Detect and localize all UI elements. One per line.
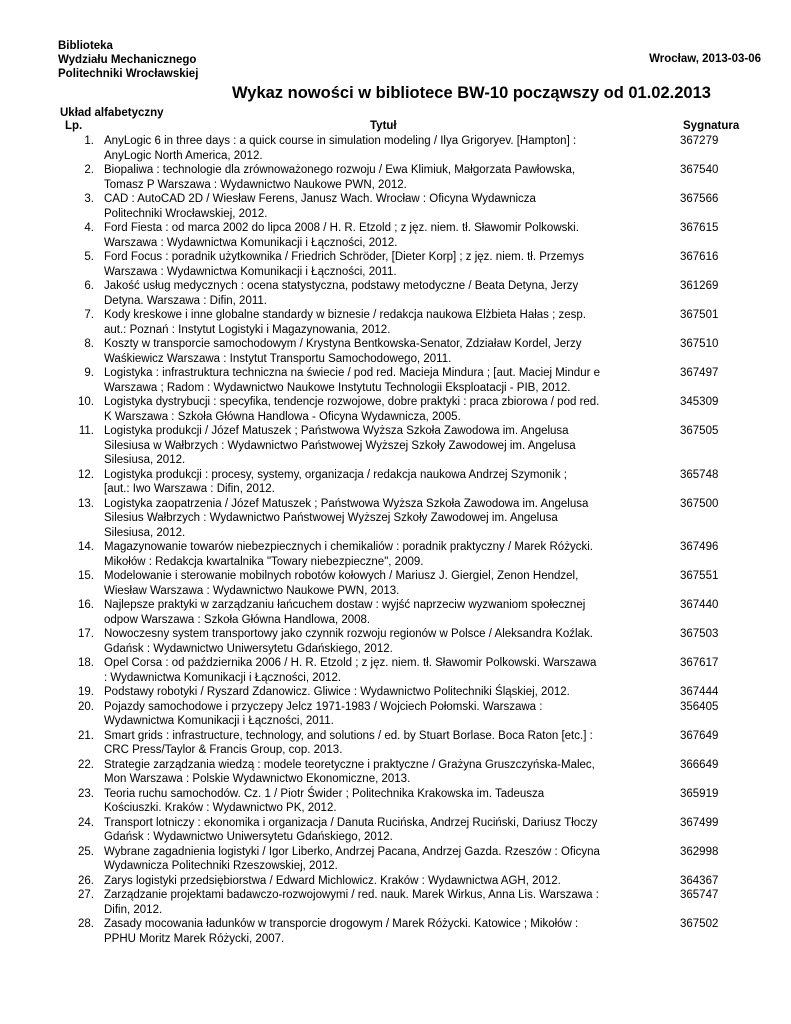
item-signature: 367615: [680, 222, 719, 234]
item-title-line: Gdańsk : Wydawnictwo Uniwersytetu Gdańskiego, 2012.: [104, 642, 393, 655]
item-title-line: Detyna. Warszawa : Difin, 2011.: [104, 294, 267, 307]
item-signature: 367616: [680, 251, 719, 263]
item-number: 5.: [84, 251, 94, 263]
item-title-line: Logistyka produkcji / Józef Matuszek ; Państwowa Wyższa Szkoła Zawodowa im. Angelusa: [104, 425, 569, 437]
item-title-line: Teoria ruchu samochodów. Cz. 1 / Piotr Świder ; Politechnika Krakowska im. Tadeusza: [104, 787, 545, 800]
item-signature: 367505: [680, 425, 719, 437]
item-signature: 367496: [680, 541, 719, 553]
column-header-lp: Lp.: [65, 120, 83, 132]
list-item: [56, 700, 766, 729]
new-items-list: [56, 134, 766, 946]
item-title: [104, 598, 656, 627]
library-line-1: Biblioteka: [58, 40, 113, 52]
list-item: [56, 816, 766, 845]
list-item: [56, 787, 766, 816]
item-number: 7.: [84, 309, 94, 321]
item-title: [104, 337, 656, 366]
item-title-line: Logistyka : infrastruktura techniczna na świecie / pod red. Macieja Mindura ; [aut. Maciej Mindur e: [104, 367, 601, 379]
item-title: [104, 656, 656, 685]
item-signature: 345309: [680, 396, 719, 408]
item-signature: 362998: [680, 845, 719, 858]
list-item: [56, 279, 766, 308]
item-title-line: Wydawnicza Politechniki Rzeszowskiej, 2012.: [104, 860, 338, 872]
item-signature: 356405: [680, 700, 719, 713]
item-title: [104, 627, 656, 656]
item-title-line: CRC Press/Taylor & Francis Group, cop. 2013.: [104, 744, 343, 756]
item-title: [104, 279, 656, 308]
item-title-line: Silesiusa w Wałbrzych : Wydawnictwo Państwowej Wyższej Szkoły Zawodowej im. Angelusa: [104, 439, 576, 452]
item-title: [104, 366, 656, 395]
item-title: [104, 569, 656, 598]
item-signature: 367502: [680, 918, 719, 930]
item-title-line: Pojazdy samochodowe i przyczepy Jelcz 1971-1983 / Wojciech Połomski. Warszawa :: [104, 700, 543, 713]
item-title-line: Logistyka dystrybucji : specyfika, tendencje rozwojowe, dobre praktyki : praca zbiorowa / pod red.: [104, 396, 600, 408]
list-item: [56, 874, 766, 889]
item-title-line: Najlepsze praktyki w zarządzaniu łańcuchem dostaw : wyjść naprzeciw wyzwaniom społecznej: [104, 599, 586, 611]
item-signature: 367551: [680, 570, 719, 582]
arrangement-label: Układ alfabetyczny: [60, 107, 164, 119]
list-item: [56, 497, 766, 541]
item-title: [104, 308, 656, 337]
library-line-3: Politechniki Wrocławskiej: [58, 68, 199, 80]
item-title-line: Silesius Wałbrzych : Wydawnictwo Państwowej Wyższej Szkoły Zawodowej im. Angelusa: [104, 512, 558, 524]
item-number: 27.: [78, 889, 94, 901]
item-title-line: Smart grids : infrastructure, technology, and solutions / ed. by Stuart Borlase. Boca Raton [etc.] :: [104, 729, 593, 742]
item-title: [104, 395, 656, 424]
item-title: [104, 163, 656, 192]
list-item: [56, 598, 766, 627]
item-signature: 367540: [680, 164, 719, 176]
item-signature: 367500: [680, 497, 719, 510]
page-title: Wykaz nowości w bibliotece BW-10 począwszy od 01.02.2013: [232, 84, 711, 102]
item-title-line: Zarys logistyki przedsiębiorstwa / Edward Michlowicz. Kraków : Wydawnictwa AGH, 2012.: [104, 874, 561, 887]
item-signature: 367566: [680, 193, 719, 205]
item-title: [104, 540, 656, 569]
item-title: [104, 685, 656, 700]
item-signature: 367440: [680, 599, 719, 611]
item-number: 4.: [84, 222, 94, 234]
library-line-2: Wydziału Mechanicznego: [58, 54, 197, 66]
item-title: [104, 845, 656, 874]
item-title-line: Kody kreskowe i inne globalne standardy w biznesie / redakcja naukowa Elżbieta Hałas ; zesp.: [104, 309, 586, 321]
item-signature: 367501: [680, 309, 719, 321]
item-title-line: Difin, 2012.: [104, 903, 163, 916]
item-signature: 367510: [680, 338, 719, 350]
item-title: [104, 221, 656, 250]
item-title-line: Ford Focus : poradnik użytkownika / Friedrich Schröder, [Dieter Korp] ; z jęz. niem. tł. Przemys: [104, 251, 584, 263]
list-item: [56, 424, 766, 468]
column-header-signature: Sygnatura: [683, 120, 740, 132]
item-title-line: Kościuszki. Kraków : Wydawnictwo PK, 2012.: [104, 802, 337, 814]
item-title: [104, 874, 656, 889]
item-title: [104, 497, 656, 541]
item-signature: 366649: [680, 758, 719, 771]
list-item: [56, 569, 766, 598]
item-number: 16.: [78, 599, 94, 611]
item-number: 11.: [78, 425, 94, 437]
item-signature: 367444: [680, 686, 719, 698]
item-title: [104, 192, 656, 221]
list-item: [56, 192, 766, 221]
item-number: 20.: [78, 700, 94, 713]
list-item: [56, 221, 766, 250]
item-number: 22.: [78, 758, 94, 771]
item-title-line: Jakość usług medycznych : ocena statystyczna, podstawy metodyczne / Beata Detyna, Jerzy: [104, 280, 579, 292]
item-title-line: Tomasz P Warszawa : Wydawnictwo Naukowe PWN, 2012.: [104, 178, 407, 191]
item-signature: 367503: [680, 628, 719, 640]
list-item: [56, 845, 766, 874]
item-title-line: Podstawy robotyki / Ryszard Zdanowicz. Gliwice : Wydawnictwo Politechniki Śląskiej, 2012.: [104, 686, 570, 698]
list-item: [56, 758, 766, 787]
item-number: 26.: [78, 874, 94, 887]
item-title: [104, 787, 656, 816]
item-number: 3.: [84, 193, 94, 205]
item-signature: 367497: [680, 367, 719, 379]
item-title-line: Warszawa : Wydawnictwa Komunikacji i Łączności, 2012.: [104, 236, 398, 249]
item-title-line: Silesiusa, 2012.: [104, 526, 186, 539]
item-title-line: Mikołów : Redakcja kwartalnika "Towary niebezpieczne", 2009.: [104, 555, 424, 568]
item-title-line: Wiesław Warszawa : Wydawnictwo Naukowe PWN, 2013.: [104, 584, 400, 597]
item-title: [104, 468, 656, 497]
item-number: 17.: [78, 628, 94, 640]
item-title-line: Logistyka zaopatrzenia / Józef Matuszek ; Państwowa Wyższa Szkoła Zawodowa im. Angelusa: [104, 497, 589, 510]
item-title-line: Wybrane zagadnienia logistyki / Igor Liberko, Andrzej Pacana, Andrzej Gazda. Rzeszów : Oficyna: [104, 845, 600, 858]
item-title: [104, 758, 656, 787]
item-title-line: PPHU Moritz Marek Różycki, 2007.: [104, 932, 285, 945]
item-signature: 365748: [680, 468, 719, 481]
item-number: 28.: [78, 918, 94, 930]
item-title-line: Mon Warszawa : Polskie Wydawnictwo Ekonomiczne, 2013.: [104, 773, 411, 785]
item-title: [104, 888, 656, 917]
item-title: [104, 917, 656, 946]
library-header: [58, 39, 198, 81]
list-item: [56, 729, 766, 758]
item-number: 12.: [78, 468, 94, 481]
item-title: [104, 250, 656, 279]
list-item: [56, 656, 766, 685]
item-title: [104, 700, 656, 729]
item-title-line: odpow Warszawa : Szkoła Główna Handlowa, 2008.: [104, 613, 371, 626]
item-title-line: K Warszawa : Szkoła Główna Handlowa - Oficyna Wydawnicza, 2005.: [104, 410, 461, 423]
item-title-line: Politechniki Wrocławskiej, 2012.: [104, 207, 268, 220]
list-item: [56, 250, 766, 279]
list-item: [56, 685, 766, 700]
item-signature: 367499: [680, 816, 719, 829]
item-signature: 367617: [680, 657, 719, 669]
list-item: [56, 627, 766, 656]
list-item: [56, 337, 766, 366]
item-title-line: Waśkiewicz Warszawa : Instytut Transportu Samochodowego, 2011.: [104, 352, 452, 365]
item-title-line: Magazynowanie towarów niebezpiecznych i chemikaliów : poradnik praktyczny / Marek Różycki.: [104, 541, 593, 553]
item-title: [104, 424, 656, 468]
list-item: [56, 395, 766, 424]
item-number: 2.: [84, 164, 94, 176]
item-signature: 365747: [680, 889, 719, 901]
item-number: 24.: [78, 816, 94, 829]
item-title-line: Zasady mocowania ładunków w transporcie drogowym / Marek Różycki. Katowice ; Mikołów :: [104, 918, 579, 930]
item-title-line: [aut.: Iwo Warszawa : Difin, 2012.: [104, 483, 275, 495]
item-title-line: : Wydawnictwa Komunikacji i Łączności, 2012.: [104, 671, 342, 684]
item-title-line: Transport lotniczy : ekonomika i organizacja / Danuta Rucińska, Andrzej Ruciński, Dariusz Tłoczy: [104, 816, 598, 829]
item-number: 25.: [78, 845, 94, 858]
item-number: 8.: [84, 338, 94, 350]
item-number: 14.: [78, 541, 94, 553]
item-title-line: Silesiusa, 2012.: [104, 454, 186, 466]
item-signature: 365919: [680, 787, 719, 800]
item-title: [104, 729, 656, 758]
item-title-line: Strategie zarządzania wiedzą : modele teoretyczne i praktyczne / Grażyna Gruszczyńska-Malec,: [104, 758, 595, 771]
item-title-line: Warszawa : Wydawnictwa Komunikacji i Łączności, 2011.: [104, 265, 397, 278]
item-title-line: Biopaliwa : technologie dla zrównoważonego rozwoju / Ewa Klimiuk, Małgorzata Pawłowska,: [104, 164, 576, 176]
item-number: 19.: [78, 686, 94, 698]
item-title-line: AnyLogic North America, 2012.: [104, 149, 263, 162]
item-title-line: aut.: Poznań : Instytut Logistyki i Magazynowania, 2012.: [104, 323, 391, 336]
item-number: 1.: [84, 135, 94, 147]
list-item: [56, 308, 766, 337]
list-item: [56, 917, 766, 946]
item-title-line: Opel Corsa : od października 2006 / H. R. Etzold ; z jęz. niem. tł. Sławomir Polkowski. Warszawa: [104, 657, 597, 669]
item-title-line: Modelowanie i sterowanie mobilnych robotów kołowych / Mariusz J. Giergiel, Zenon Hendzel,: [104, 570, 579, 582]
item-signature: 367649: [680, 729, 719, 742]
item-title-line: Zarządzanie projektami badawczo-rozwojowymi / red. nauk. Marek Wirkus, Anna Lis. Warszawa :: [104, 889, 599, 901]
item-title: [104, 134, 656, 163]
item-signature: 361269: [680, 280, 719, 292]
list-item: [56, 134, 766, 163]
item-title-line: Wydawnictwa Komunikacji i Łączności, 2011.: [104, 715, 334, 727]
item-title-line: Nowoczesny system transportowy jako czynnik rozwoju regionów w Polsce / Aleksandra Koźlak.: [104, 628, 593, 640]
column-header-title: Tytuł: [370, 120, 397, 132]
list-item: [56, 366, 766, 395]
item-title-line: AnyLogic 6 in three days : a quick course in simulation modeling / Ilya Grigoryev. [Hampton] :: [104, 135, 577, 147]
item-number: 13.: [78, 497, 94, 510]
item-number: 10.: [78, 396, 94, 408]
item-title: [104, 816, 656, 845]
item-number: 9.: [84, 367, 94, 379]
list-item: [56, 468, 766, 497]
item-number: 6.: [84, 280, 94, 292]
item-title-line: Ford Fiesta : od marca 2002 do lipca 2008 / H. R. Etzold ; z jęz. niem. tł. Sławomir Polkowski.: [104, 222, 579, 234]
item-title-line: CAD : AutoCAD 2D / Wiesław Ferens, Janusz Wach. Wrocław : Oficyna Wydawnicza: [104, 193, 536, 205]
item-number: 15.: [78, 570, 94, 582]
document-date: Wrocław, 2013-03-06: [649, 53, 761, 65]
list-item: [56, 163, 766, 192]
list-item: [56, 888, 766, 917]
list-item: [56, 540, 766, 569]
item-title-line: Koszty w transporcie samochodowym / Krystyna Bentkowska-Senator, Zdziaław Kordel, Jerzy: [104, 338, 582, 350]
item-signature: 364367: [680, 874, 719, 887]
item-title-line: Logistyka produkcji : procesy, systemy, organizacja / redakcja naukowa Andrzej Szymonik ;: [104, 468, 567, 481]
item-number: 23.: [78, 787, 94, 800]
item-number: 21.: [78, 729, 94, 742]
item-title-line: Gdańsk : Wydawnictwo Uniwersytetu Gdańskiego, 2012.: [104, 831, 393, 843]
item-number: 18.: [78, 657, 94, 669]
item-signature: 367279: [680, 135, 719, 147]
item-title-line: Warszawa ; Radom : Wydawnictwo Naukowe Instytutu Technologii Eksploatacji - PIB, 2012.: [104, 381, 571, 394]
